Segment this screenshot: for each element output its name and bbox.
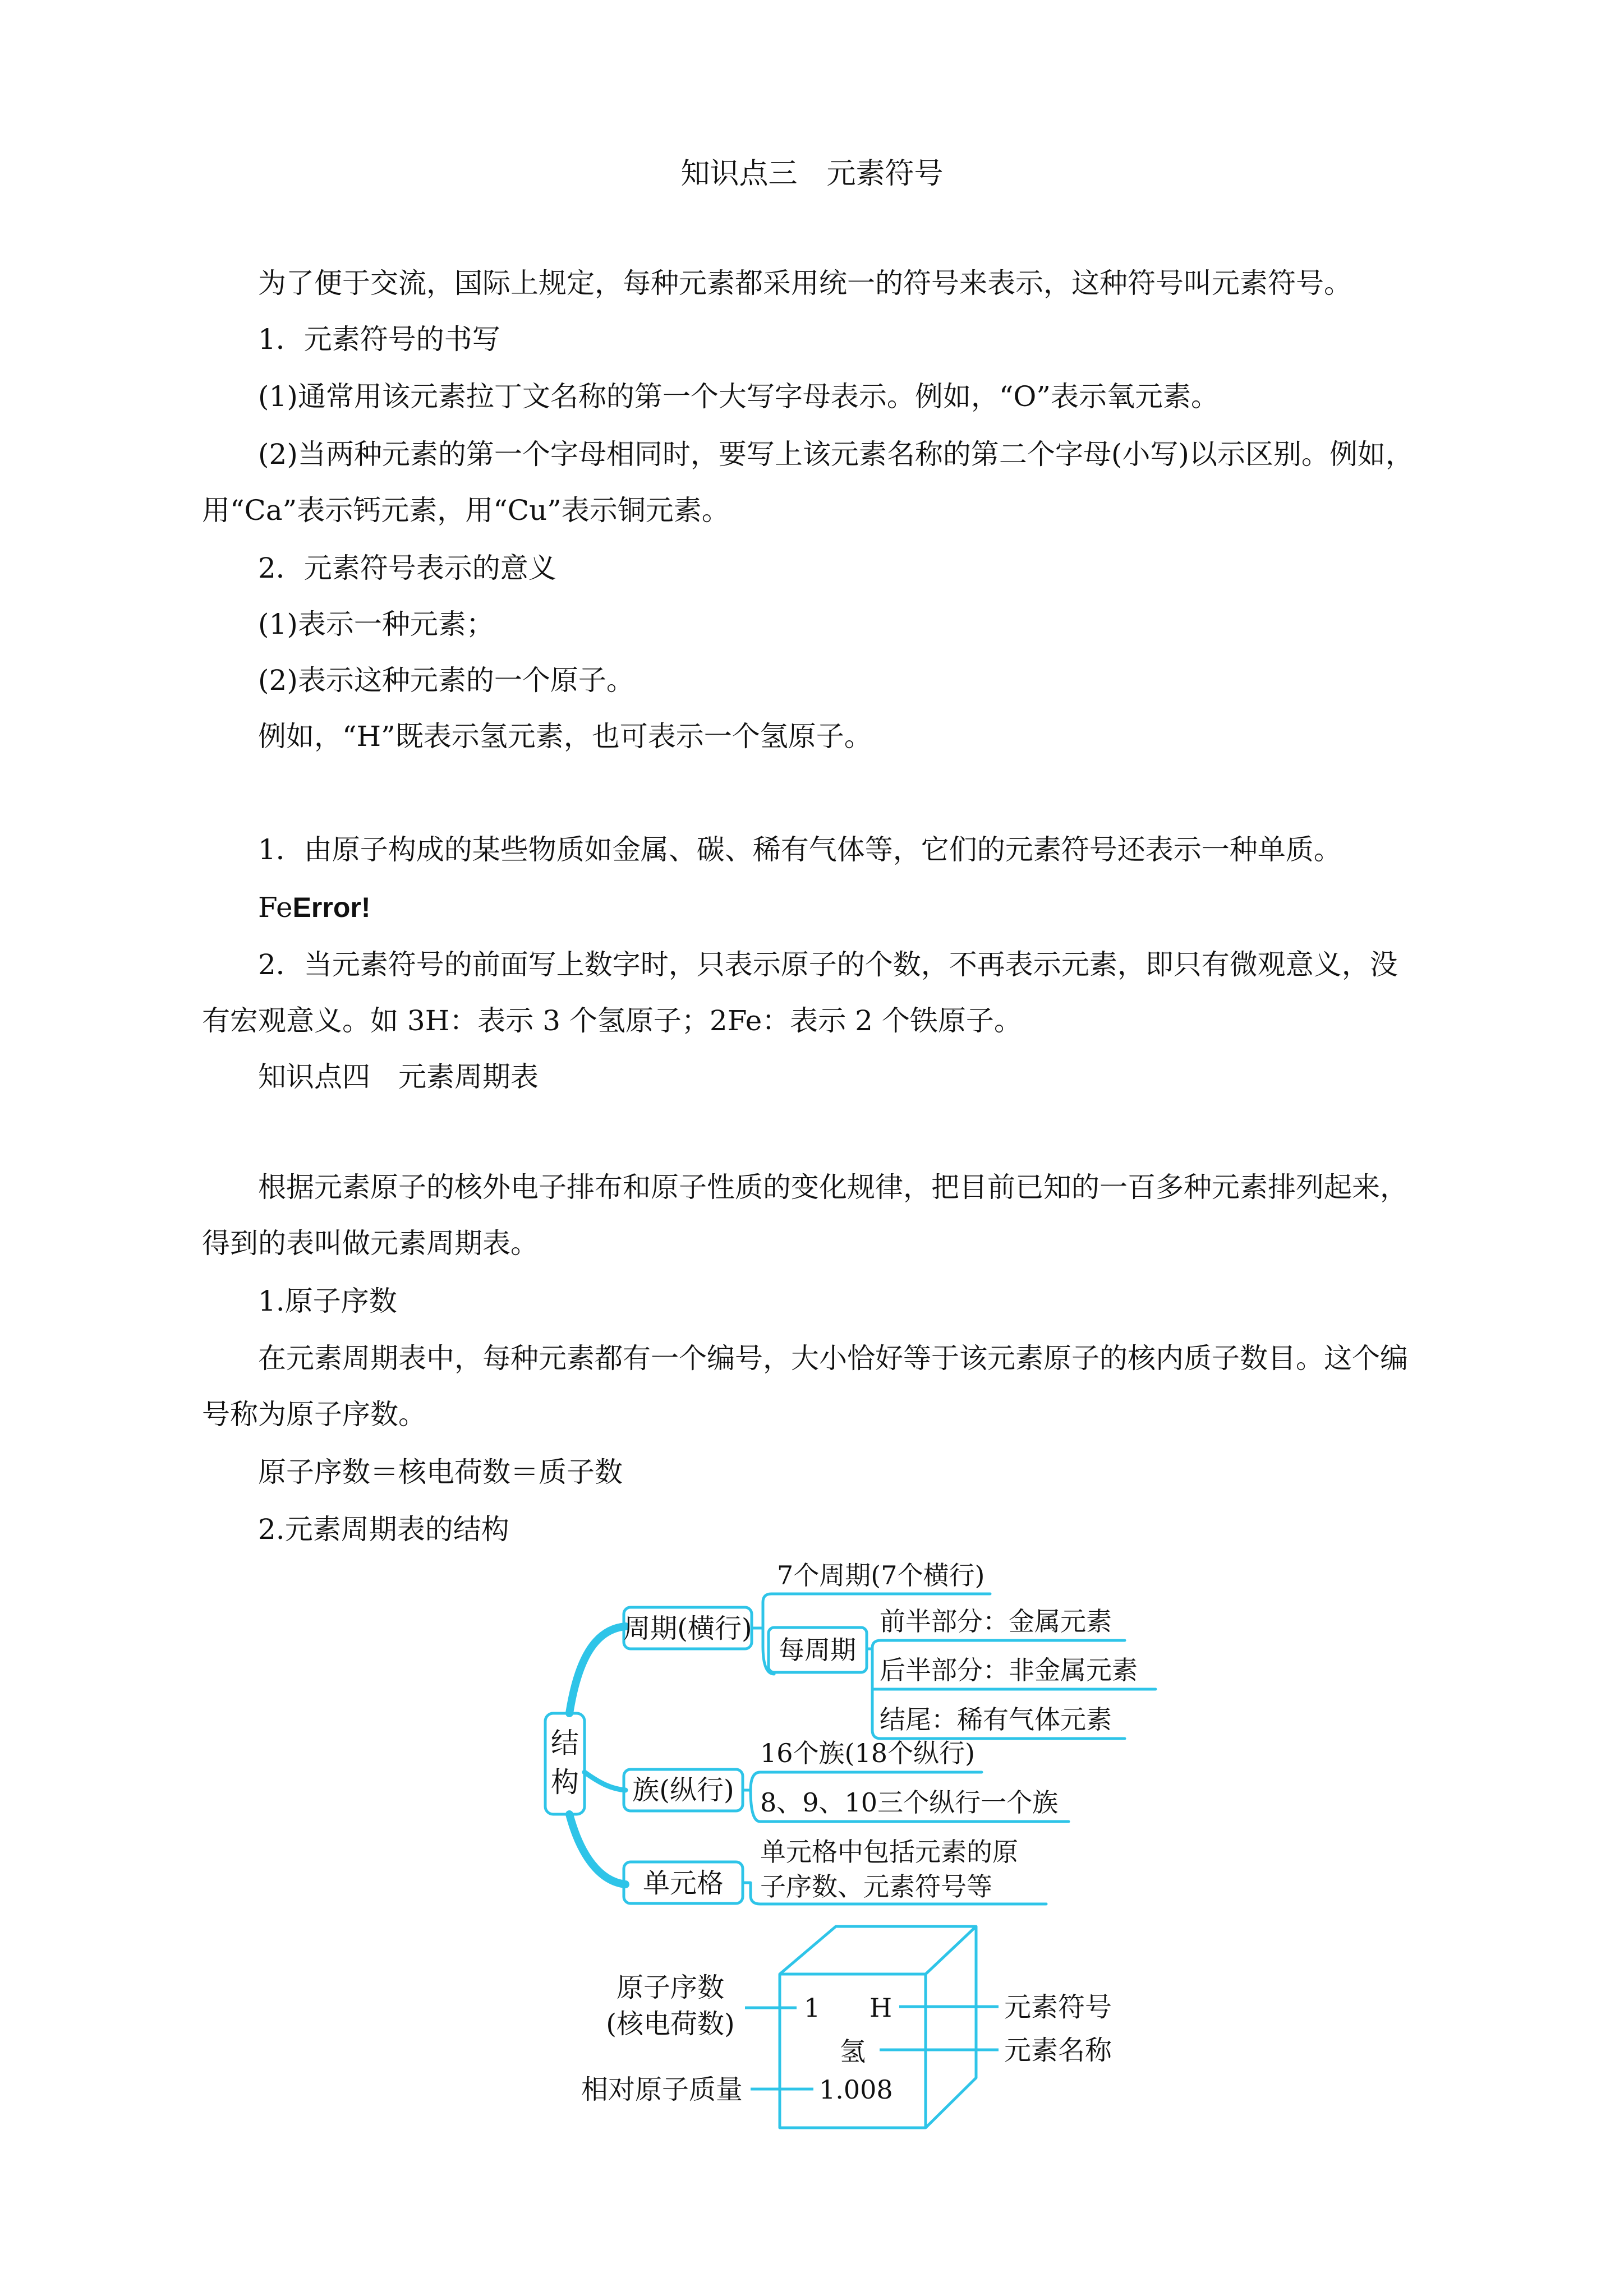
branch-curve-group	[585, 1772, 625, 1790]
back-half-label: 后半部分：非金属元素	[880, 1655, 1138, 1685]
cell-diagram-text	[581, 1972, 1112, 2105]
intro-paragraph: 为了便于交流，国际上规定，每种元素都采用统一的符号来表示，这种符号叫元素符号。	[258, 267, 1352, 299]
period-count-line	[763, 1594, 990, 1602]
front-half-line	[872, 1640, 1125, 1648]
pt-s2-heading: 2.元素周期表的结构	[258, 1513, 509, 1546]
front-half-label: 前半部分：金属元素	[880, 1606, 1112, 1636]
atomic-number-label: 原子序数	[616, 1972, 725, 2003]
pt-s1-formula: 原子序数＝核电荷数＝质子数	[258, 1456, 623, 1488]
cell-name: 氢	[840, 2036, 866, 2067]
pt-intro-line2: 得到的表叫做元素周期表。	[202, 1227, 539, 1260]
pt-s1-text-line1: 在元素周期表中，每种元素都有一个编号，大小恰好等于该元素原子的核内质子数目。这个编	[258, 1342, 1408, 1375]
pt-s1-heading: 1.原子序数	[258, 1285, 397, 1317]
note2-line2: 有宏观意义。如 3H：表示 3 个氢原子；2Fe：表示 2 个铁原子。	[202, 1004, 1022, 1037]
period-node-label: 周期(横行)	[623, 1613, 752, 1644]
fe-error: Error!	[292, 892, 371, 923]
cell-desc-label-line2: 子序数、元素符号等	[760, 1871, 992, 1902]
s1-rule1: (1)通常用该元素拉丁文名称的第一个大写字母表示。例如，“O”表示氧元素。	[258, 380, 1219, 413]
note1: 1．由原子构成的某些物质如金属、碳、稀有气体等，它们的元素符号还表示一种单质。	[258, 833, 1342, 866]
per-period-label: 每周期	[779, 1635, 856, 1665]
s2-item2: (2)表示这种元素的一个原子。	[258, 664, 634, 697]
cube-right-face	[926, 1926, 976, 2128]
cube-top-face	[780, 1926, 976, 1974]
cell-mass: 1.008	[819, 2074, 893, 2105]
symbol-label: 元素符号	[1004, 1991, 1112, 2023]
cell-atomic-number: 1	[804, 1993, 821, 2023]
group-rule-label: 8、9、10三个纵行一个族	[760, 1787, 1059, 1818]
s1-heading: 1．元素符号的书写	[258, 323, 500, 356]
s2-example: 例如，“H”既表示氢元素，也可表示一个氢原子。	[258, 720, 872, 753]
branch-curve-cell	[569, 1814, 625, 1884]
note2-line1: 2．当元素符号的前面写上数字时，只表示原子的个数，不再表示元素，即只有微观意义，没	[258, 948, 1398, 981]
section-title-3: 知识点三 元素符号	[680, 157, 944, 191]
cell-node-label: 单元格	[642, 1868, 724, 1899]
s2-heading: 2．元素符号表示的意义	[258, 552, 556, 584]
cell-desc-label-line1: 单元格中包括元素的原	[760, 1837, 1018, 1867]
nuclear-charge-label: (核电荷数)	[606, 2008, 735, 2040]
pt-s1-text-line2: 号称为原子序数。	[202, 1398, 426, 1431]
group-node-label: 族(纵行)	[632, 1774, 734, 1806]
fe-prefix: Fe	[258, 891, 293, 924]
structure-diagram-text	[551, 1560, 1138, 1902]
ending-label: 结尾：稀有气体元素	[880, 1704, 1112, 1735]
name-label: 元素名称	[1004, 2035, 1112, 2066]
pt-intro-line1: 根据元素原子的核外电子排布和原子性质的变化规律，把目前已知的一百多种元素排列起来，	[258, 1171, 1408, 1204]
section-title-4: 知识点四 元素周期表	[258, 1061, 539, 1093]
period-connector	[752, 1602, 763, 1628]
mass-label: 相对原子质量	[581, 2074, 743, 2105]
branch-curve-period	[569, 1626, 625, 1713]
s2-item1: (1)表示一种元素；	[258, 608, 494, 640]
root-label-char2: 构	[551, 1766, 579, 1799]
period-count-label: 7个周期(7个横行)	[777, 1560, 985, 1590]
s1-rule2-line1: (2)当两种元素的第一个字母相同时，要写上该元素名称的第二个字母(小写)以示区别。例如，	[258, 438, 1414, 471]
s1-rule2-line2: 用“Ca”表示钙元素，用“Cu”表示铜元素。	[202, 494, 730, 527]
cell-symbol: H	[869, 1993, 892, 2023]
root-label-char1: 结	[551, 1727, 579, 1759]
group-count-label: 16个族(18个纵行)	[760, 1738, 975, 1768]
